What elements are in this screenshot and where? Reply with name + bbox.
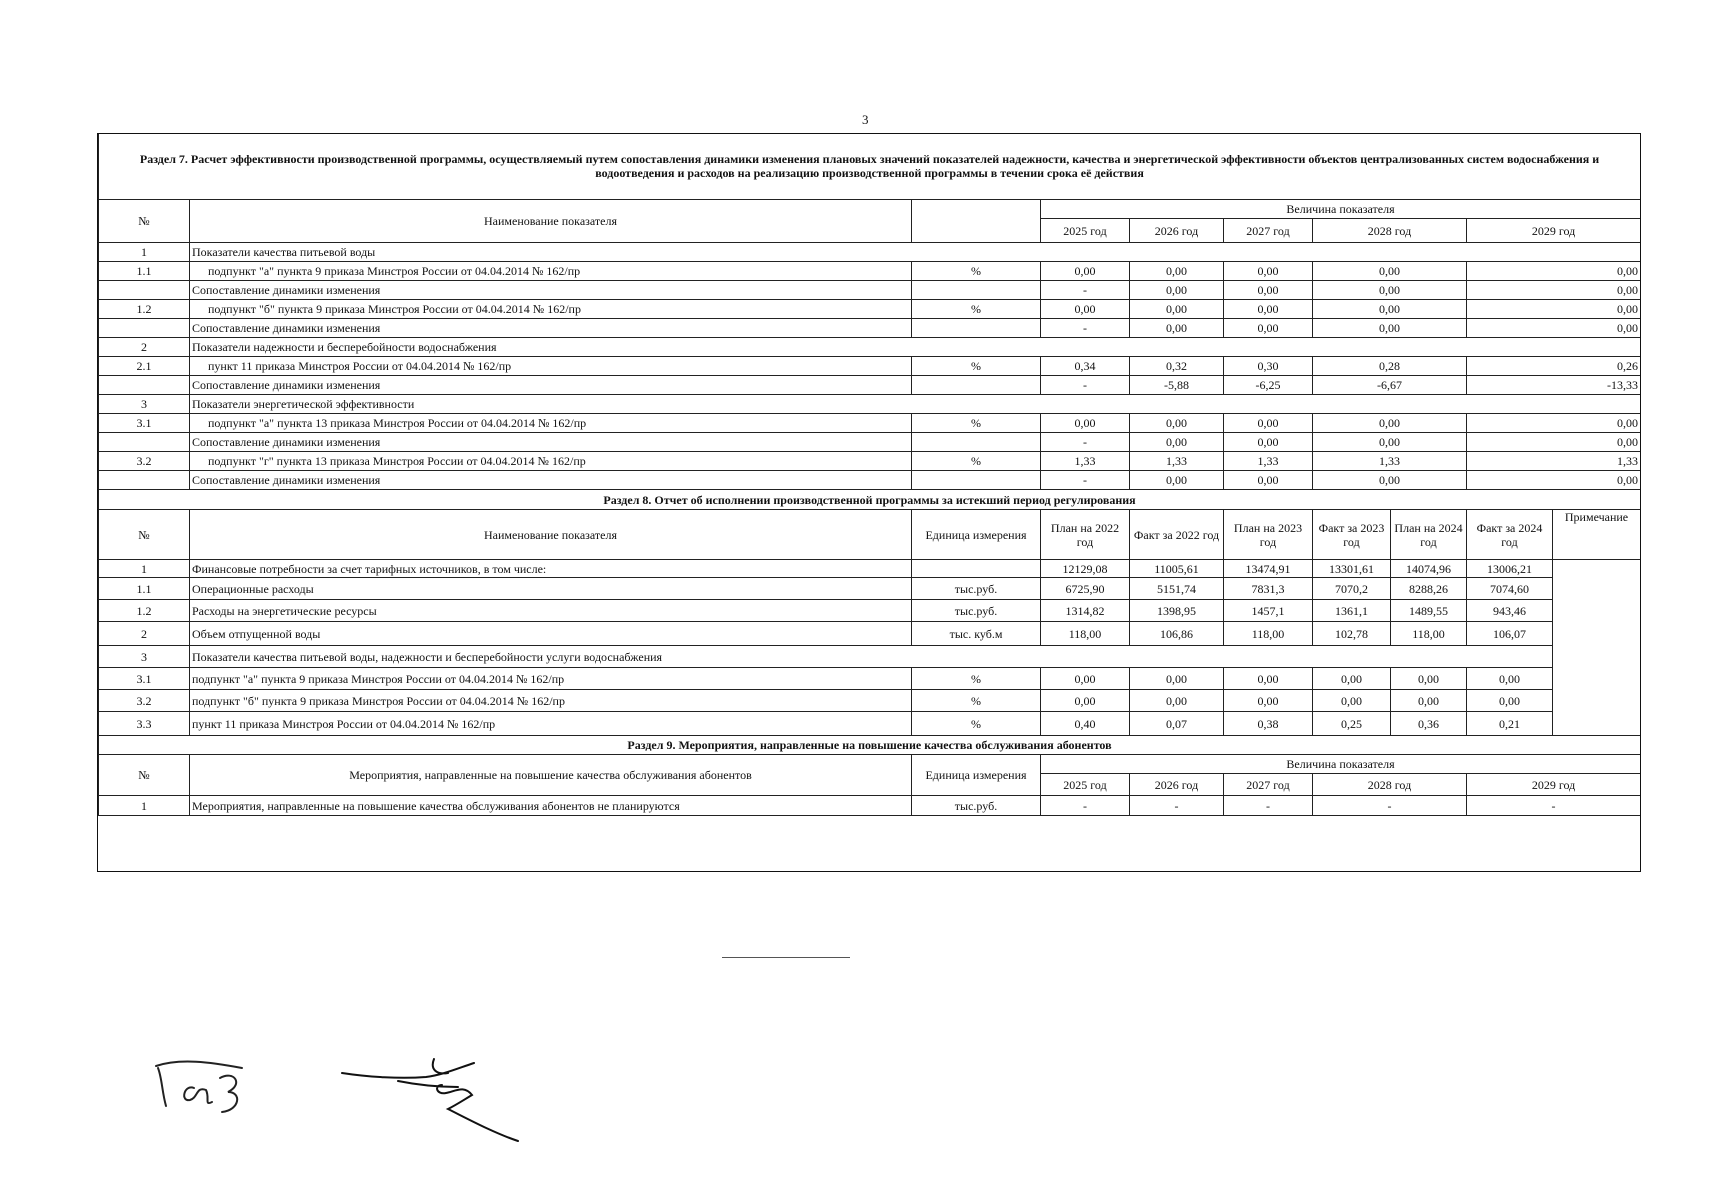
value-cell: 0,21 — [1467, 712, 1553, 736]
col-header-no: № — [99, 200, 190, 243]
value-cell: 0,00 — [1467, 690, 1553, 712]
col-header-year: 2029 год — [1467, 774, 1641, 796]
indicator-name: Финансовые потребности за счет тарифных источников, в том числе: — [190, 560, 912, 578]
col-header-name: Наименование показателя — [190, 200, 912, 243]
value-cell: 8288,26 — [1391, 578, 1467, 600]
value-cell: 0,00 — [1041, 668, 1130, 690]
unit-cell: тыс. куб.м — [912, 622, 1041, 646]
value-cell: 0,00 — [1224, 281, 1313, 300]
value-cell: 1314,82 — [1041, 600, 1130, 622]
group-row-label: Показатели качества питьевой воды, надежности и бесперебойности услуги водоснабжения — [190, 646, 1553, 668]
unit-cell — [912, 471, 1041, 490]
value-cell: 0,00 — [1130, 668, 1224, 690]
value-cell: 0,28 — [1313, 357, 1467, 376]
section9-title: Раздел 9. Мероприятия, направленные на повышение качества обслуживания абонентов — [99, 736, 1641, 755]
col-header-period: Факт за 2024 год — [1467, 510, 1553, 560]
section8-title: Раздел 8. Отчет об исполнении производственной программы за истекший период регулирования — [99, 490, 1641, 510]
value-cell: 0,00 — [1130, 690, 1224, 712]
indicator-name: Сопоставление динамики изменения — [190, 433, 912, 452]
value-cell: 0,00 — [1467, 319, 1641, 338]
row-number — [99, 281, 190, 300]
value-cell: 118,00 — [1041, 622, 1130, 646]
value-cell: 0,34 — [1041, 357, 1130, 376]
value-cell: - — [1041, 281, 1130, 300]
col-header-note: Примечание — [1553, 510, 1641, 560]
indicator-name: Сопоставление динамики изменения — [190, 376, 912, 395]
unit-cell — [912, 560, 1041, 578]
value-cell: 0,00 — [1224, 690, 1313, 712]
indicator-name: подпункт "а" пункта 13 приказа Минстроя России от 04.04.2014 № 162/пр — [190, 414, 912, 433]
col-header-period: Факт за 2022 год — [1130, 510, 1224, 560]
value-cell: 0,07 — [1130, 712, 1224, 736]
row-number: 1 — [99, 796, 190, 816]
value-cell: 1361,1 — [1313, 600, 1391, 622]
signature-1 — [150, 1048, 280, 1118]
value-cell: -6,67 — [1313, 376, 1467, 395]
value-cell: 0,00 — [1467, 414, 1641, 433]
value-cell: 0,00 — [1391, 690, 1467, 712]
indicator-name: Сопоставление динамики изменения — [190, 471, 912, 490]
separator-line — [722, 957, 850, 958]
value-cell: -6,25 — [1224, 376, 1313, 395]
value-cell: 0,00 — [1130, 281, 1224, 300]
row-number: 2 — [99, 338, 190, 357]
value-cell: 11005,61 — [1130, 560, 1224, 578]
value-cell: 102,78 — [1313, 622, 1391, 646]
value-cell: 0,00 — [1313, 262, 1467, 281]
group-row-label: Показатели надежности и бесперебойности водоснабжения — [190, 338, 1641, 357]
value-cell: 0,00 — [1313, 433, 1467, 452]
unit-cell: тыс.руб. — [912, 578, 1041, 600]
value-cell: - — [1313, 796, 1467, 816]
value-cell: 0,00 — [1313, 300, 1467, 319]
row-number: 3.2 — [99, 690, 190, 712]
value-cell: 6725,90 — [1041, 578, 1130, 600]
indicator-name: Сопоставление динамики изменения — [190, 319, 912, 338]
value-cell: 0,00 — [1313, 471, 1467, 490]
col-header-period: План на 2023 год — [1224, 510, 1313, 560]
row-number — [99, 471, 190, 490]
value-cell: 0,38 — [1224, 712, 1313, 736]
value-cell: 0,00 — [1041, 690, 1130, 712]
indicator-name: подпункт "а" пункта 9 приказа Минстроя России от 04.04.2014 № 162/пр — [190, 668, 912, 690]
value-cell: 118,00 — [1224, 622, 1313, 646]
value-cell: 1,33 — [1224, 452, 1313, 471]
value-cell: 118,00 — [1391, 622, 1467, 646]
row-number: 1 — [99, 560, 190, 578]
unit-cell: % — [912, 452, 1041, 471]
col-header-name: Наименование показателя — [190, 510, 912, 560]
value-cell: 0,00 — [1224, 668, 1313, 690]
value-cell: 14074,96 — [1391, 560, 1467, 578]
value-cell: 106,07 — [1467, 622, 1553, 646]
value-cell: 0,00 — [1313, 319, 1467, 338]
value-cell: -5,88 — [1130, 376, 1224, 395]
value-cell: 106,86 — [1130, 622, 1224, 646]
value-cell: - — [1041, 796, 1130, 816]
value-cell: - — [1467, 796, 1641, 816]
value-cell: 0,00 — [1224, 414, 1313, 433]
value-cell: 1457,1 — [1224, 600, 1313, 622]
value-cell: 0,00 — [1313, 668, 1391, 690]
group-row-label: Показатели энергетической эффективности — [190, 395, 1641, 414]
col-header-year: 2025 год — [1041, 219, 1130, 243]
value-cell: 0,00 — [1224, 319, 1313, 338]
row-number: 2.1 — [99, 357, 190, 376]
unit-cell: % — [912, 300, 1041, 319]
col-header-year: 2027 год — [1224, 774, 1313, 796]
col-header-period: План на 2022 год — [1041, 510, 1130, 560]
report-sheet — [97, 133, 1641, 816]
value-cell: -13,33 — [1467, 376, 1641, 395]
value-cell: - — [1041, 319, 1130, 338]
unit-cell — [912, 281, 1041, 300]
value-cell: 0,00 — [1041, 300, 1130, 319]
col-header-year: 2027 год — [1224, 219, 1313, 243]
row-number: 3.2 — [99, 452, 190, 471]
unit-cell: % — [912, 690, 1041, 712]
value-cell: 5151,74 — [1130, 578, 1224, 600]
col-header-value-group: Величина показателя — [1041, 200, 1641, 219]
indicator-name: пункт 11 приказа Минстроя России от 04.04.2014 № 162/пр — [190, 357, 912, 376]
row-number: 1 — [99, 243, 190, 262]
value-cell: 0,00 — [1130, 471, 1224, 490]
page-number: 3 — [862, 112, 869, 127]
row-number — [99, 433, 190, 452]
indicator-name: Объем отпущенной воды — [190, 622, 912, 646]
col-header-year: 2026 год — [1130, 219, 1224, 243]
value-cell: 7074,60 — [1467, 578, 1553, 600]
value-cell: 1398,95 — [1130, 600, 1224, 622]
indicator-name: Операционные расходы — [190, 578, 912, 600]
value-cell: 0,00 — [1130, 433, 1224, 452]
value-cell: 0,00 — [1467, 433, 1641, 452]
value-cell: 0,40 — [1041, 712, 1130, 736]
value-cell: 0,32 — [1130, 357, 1224, 376]
row-number: 1.1 — [99, 262, 190, 281]
value-cell: - — [1041, 471, 1130, 490]
value-cell: 13006,21 — [1467, 560, 1553, 578]
value-cell: 7831,3 — [1224, 578, 1313, 600]
unit-cell: % — [912, 414, 1041, 433]
col-header-year: 2025 год — [1041, 774, 1130, 796]
row-number: 1.2 — [99, 600, 190, 622]
value-cell: 0,36 — [1391, 712, 1467, 736]
col-header-year: 2028 год — [1313, 774, 1467, 796]
value-cell: 0,00 — [1313, 281, 1467, 300]
value-cell: - — [1041, 433, 1130, 452]
section7-title: Раздел 7. Расчет эффективности производственной программы, осуществляемый путем сопоставления динамики изменения плановых значений показателей надежности, качества и энергетической эффективности объектов централизованных систем водоснабжения и водоотведения и расходов на реализацию производственной программы в течении срока её действия — [99, 134, 1641, 200]
indicator-name: подпункт "б" пункта 9 приказа Минстроя России от 04.04.2014 № 162/пр — [190, 300, 912, 319]
value-cell: 943,46 — [1467, 600, 1553, 622]
unit-cell — [912, 433, 1041, 452]
value-cell: 0,00 — [1313, 414, 1467, 433]
indicator-name: подпункт "б" пункта 9 приказа Минстроя России от 04.04.2014 № 162/пр — [190, 690, 912, 712]
value-cell: 0,00 — [1467, 668, 1553, 690]
value-cell: 13301,61 — [1313, 560, 1391, 578]
row-number: 3.3 — [99, 712, 190, 736]
value-cell: 0,26 — [1467, 357, 1641, 376]
indicator-name: Сопоставление динамики изменения — [190, 281, 912, 300]
value-cell: 7070,2 — [1313, 578, 1391, 600]
row-number: 3.1 — [99, 414, 190, 433]
row-number: 3.1 — [99, 668, 190, 690]
value-cell: 0,00 — [1224, 433, 1313, 452]
value-cell: 0,00 — [1224, 300, 1313, 319]
value-cell: 0,00 — [1391, 668, 1467, 690]
value-cell: 1489,55 — [1391, 600, 1467, 622]
col-header-year: 2026 год — [1130, 774, 1224, 796]
row-number: 3 — [99, 395, 190, 414]
row-number — [99, 319, 190, 338]
unit-cell: тыс.руб. — [912, 600, 1041, 622]
value-cell: 0,00 — [1130, 319, 1224, 338]
row-number: 3 — [99, 646, 190, 668]
col-header-value-group: Величина показателя — [1041, 755, 1641, 774]
group-row-label: Показатели качества питьевой воды — [190, 243, 1641, 262]
indicator-name: пункт 11 приказа Минстроя России от 04.04.2014 № 162/пр — [190, 712, 912, 736]
col-header-period: План на 2024 год — [1391, 510, 1467, 560]
unit-cell — [912, 319, 1041, 338]
unit-cell: % — [912, 712, 1041, 736]
indicator-name: Расходы на энергетические ресурсы — [190, 600, 912, 622]
col-header-unit: Единица измерения — [912, 510, 1041, 560]
value-cell: 0,00 — [1130, 262, 1224, 281]
activity-name: Мероприятия, направленные на повышение качества обслуживания абонентов не планируются — [190, 796, 912, 816]
col-header-unit: Единица измерения — [912, 755, 1041, 796]
signature-2 — [338, 1055, 528, 1145]
col-header-period: Факт за 2023 год — [1313, 510, 1391, 560]
col-header-name: Мероприятия, направленные на повышение качества обслуживания абонентов — [190, 755, 912, 796]
value-cell: 12129,08 — [1041, 560, 1130, 578]
indicator-name: подпункт "г" пункта 13 приказа Минстроя России от 04.04.2014 № 162/пр — [190, 452, 912, 471]
unit-cell: % — [912, 262, 1041, 281]
value-cell: 0,00 — [1313, 690, 1391, 712]
value-cell: 0,00 — [1467, 300, 1641, 319]
col-header-year: 2029 год — [1467, 219, 1641, 243]
unit-cell: % — [912, 357, 1041, 376]
value-cell: 1,33 — [1467, 452, 1641, 471]
value-cell: 13474,91 — [1224, 560, 1313, 578]
row-number: 1.2 — [99, 300, 190, 319]
value-cell: 0,00 — [1041, 262, 1130, 281]
indicator-name: подпункт "а" пункта 9 приказа Минстроя России от 04.04.2014 № 162/пр — [190, 262, 912, 281]
value-cell: 0,00 — [1224, 471, 1313, 490]
unit-cell: тыс.руб. — [912, 796, 1041, 816]
value-cell: 0,25 — [1313, 712, 1391, 736]
value-cell: 0,00 — [1130, 300, 1224, 319]
unit-cell — [912, 376, 1041, 395]
value-cell: 1,33 — [1130, 452, 1224, 471]
value-cell: - — [1224, 796, 1313, 816]
value-cell: 0,00 — [1130, 414, 1224, 433]
row-number — [99, 376, 190, 395]
value-cell: 0,00 — [1224, 262, 1313, 281]
col-header-no: № — [99, 755, 190, 796]
note-cell — [1553, 560, 1641, 736]
col-header-year: 2028 год — [1313, 219, 1467, 243]
value-cell: - — [1041, 376, 1130, 395]
value-cell: 0,30 — [1224, 357, 1313, 376]
row-number: 2 — [99, 622, 190, 646]
unit-cell: % — [912, 668, 1041, 690]
value-cell: 0,00 — [1467, 262, 1641, 281]
value-cell: 1,33 — [1313, 452, 1467, 471]
col-header-unit — [912, 200, 1041, 243]
value-cell: 0,00 — [1041, 414, 1130, 433]
value-cell: 0,00 — [1467, 281, 1641, 300]
row-number: 1.1 — [99, 578, 190, 600]
col-header-no: № — [99, 510, 190, 560]
value-cell: - — [1130, 796, 1224, 816]
value-cell: 1,33 — [1041, 452, 1130, 471]
value-cell: 0,00 — [1467, 471, 1641, 490]
report-table — [98, 133, 1641, 816]
